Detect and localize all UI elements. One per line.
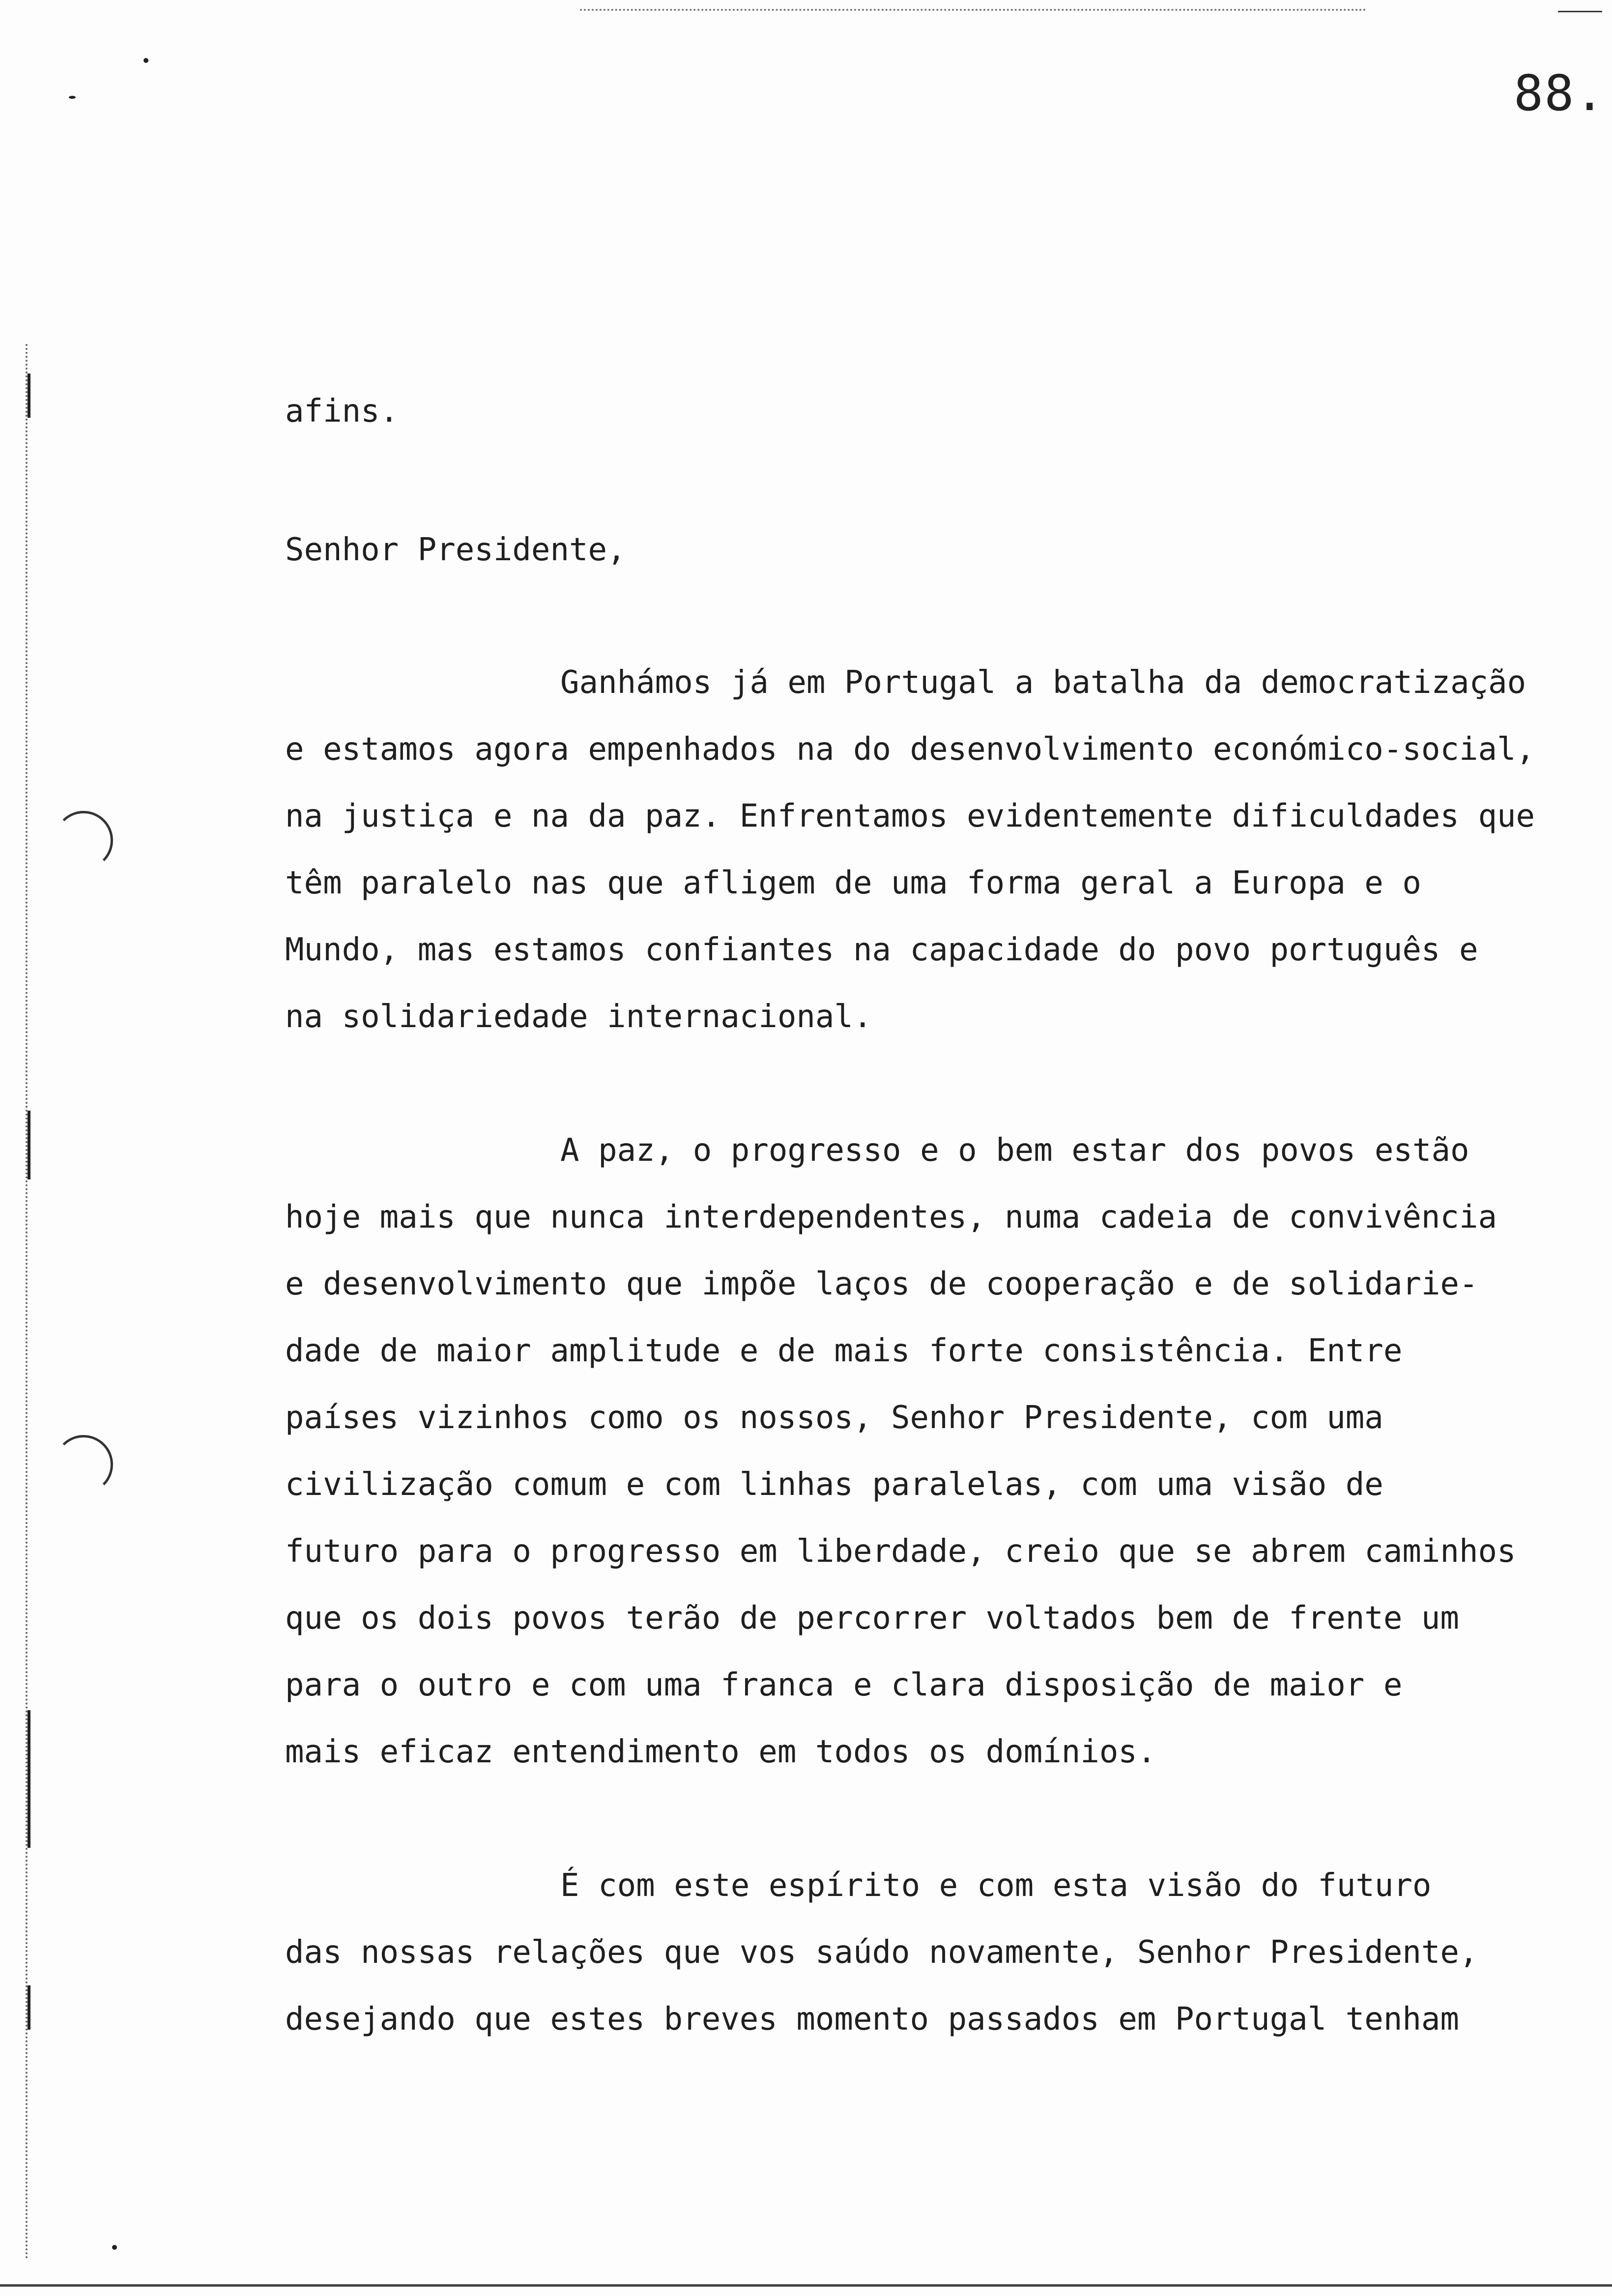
scan-artifact-speck	[112, 2245, 117, 2250]
scan-artifact-top-rule	[580, 9, 1366, 11]
punch-hole-mark	[54, 811, 113, 870]
scan-artifact-edge-bar	[28, 373, 30, 418]
text-line: hoje mais que nunca interdependentes, numa cadeia de convivência	[285, 1199, 1497, 1235]
text-line: que os dois povos terão de percorrer voltados bem de frente um	[285, 1600, 1459, 1636]
scan-artifact-edge-bar	[28, 1111, 30, 1179]
scan-artifact-top-dash	[1558, 11, 1602, 12]
text-line: desejando que estes breves momento passados em Portugal tenham	[285, 2001, 1459, 2038]
scan-artifact-bottom-rule	[0, 2284, 1612, 2287]
text-line: dade de maior amplitude e de mais forte consistência. Entre	[285, 1333, 1403, 1369]
punch-hole-mark	[54, 1435, 113, 1494]
text-line: Ganhámos já em Portugal a batalha da democratização	[560, 664, 1526, 701]
scan-artifact-speck	[144, 58, 148, 63]
text-line: países vizinhos como os nossos, Senhor Presidente, com uma	[285, 1400, 1383, 1436]
text-line: das nossas relações que vos saúdo novamente, Senhor Presidente,	[285, 1934, 1478, 1971]
text-line: civilização comum e com linhas paralelas, com uma visão de	[285, 1466, 1383, 1503]
text-line: Senhor Presidente,	[285, 532, 626, 568]
text-line: A paz, o progresso e o bem estar dos povos estão	[560, 1132, 1469, 1169]
text-line: e estamos agora empenhados na do desenvolvimento económico-social,	[285, 731, 1535, 768]
scan-artifact-edge-bar	[28, 1985, 30, 2030]
text-line: mais eficaz entendimento em todos os domínios.	[285, 1734, 1156, 1770]
scan-artifact-left-edge	[26, 344, 34, 2261]
scan-artifact-edge-bar	[28, 1710, 30, 1848]
text-line: na justiça e na da paz. Enfrentamos evidentemente dificuldades que	[285, 798, 1535, 834]
text-line: e desenvolvimento que impõe laços de cooperação e de solidarie-	[285, 1266, 1478, 1302]
text-line: Mundo, mas estamos confiantes na capacidade do povo português e	[285, 932, 1478, 968]
text-line: na solidariedade internacional.	[285, 999, 872, 1035]
page-number: 88.	[1514, 64, 1606, 122]
text-line: afins.	[285, 393, 399, 430]
text-line: para o outro e com uma franca e clara disposição de maior e	[285, 1667, 1403, 1703]
text-line: futuro para o progresso em liberdade, creio que se abrem caminhos	[285, 1533, 1516, 1570]
scan-artifact-speck	[69, 96, 76, 99]
text-line: É com este espírito e com esta visão do futuro	[560, 1867, 1432, 1904]
text-line: têm paralelo nas que afligem de uma forma geral a Europa e o	[285, 865, 1421, 901]
